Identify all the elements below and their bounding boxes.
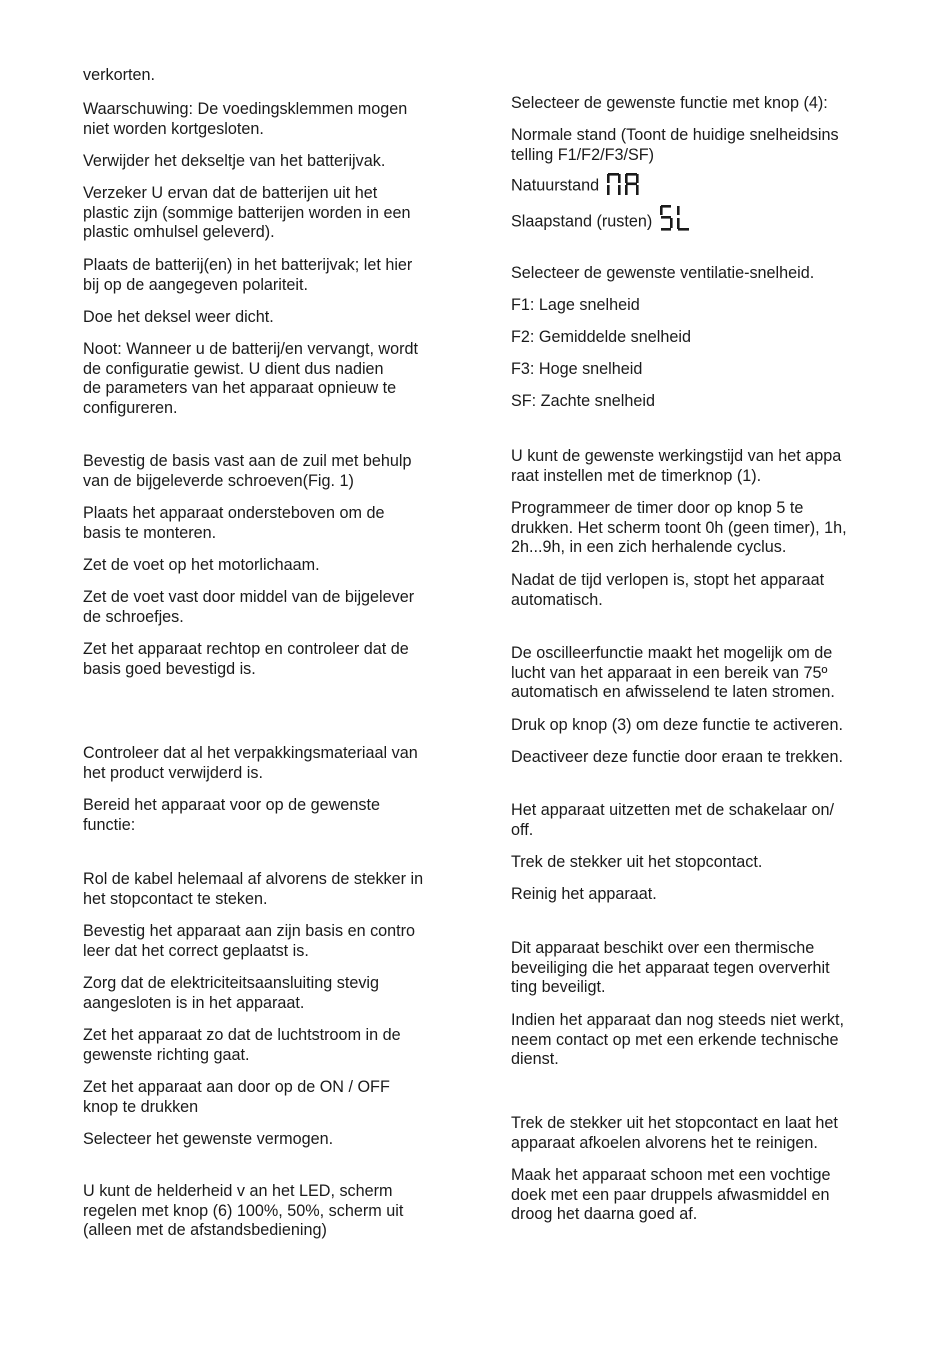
text-line: Zet het apparaat aan door op de ON / OFF [83, 1078, 390, 1096]
text-line: off. [511, 820, 534, 839]
paragraph [511, 644, 911, 703]
paragraph [83, 1026, 483, 1065]
text-line: bij op de aangegeven polariteit. [83, 275, 308, 294]
text-line: Indien het apparaat dan nog steeds niet werkt, [511, 1011, 844, 1029]
text-line: apparaat afkoelen alvorens het te reinigen. [511, 1133, 818, 1152]
text-line: de configuratie gewist. U dient dus nadien [83, 359, 384, 378]
text-line: de parameters van het apparaat opnieuw te [83, 379, 397, 397]
text-line: Druk op knop (3) om deze functie te activeren. [511, 716, 844, 734]
text-line: Bevestig de basis vast aan de zuil met behulp [83, 452, 412, 470]
text-line: Plaats de batterij(en) in het batterijvak; let hier [83, 256, 413, 274]
paragraph [511, 392, 911, 412]
text-line: Bereid het apparaat voor op de gewenste [83, 796, 380, 814]
text-line: het stopcontact te steken. [83, 889, 268, 908]
paragraph [83, 184, 483, 243]
paragraph [83, 588, 483, 627]
paragraph [511, 172, 911, 196]
paragraph [511, 204, 911, 232]
text-line: niet worden kortgesloten. [83, 119, 264, 138]
text-line: telling F1/F2/F3/SF) [511, 145, 655, 164]
text-line: Zet het apparaat zo dat de luchtstroom in de [83, 1026, 401, 1044]
text-line: configureren. [83, 398, 178, 417]
text-line: de schroefjes. [83, 607, 184, 626]
paragraph [83, 922, 483, 961]
paragraph [83, 340, 483, 418]
text-line: Doe het deksel weer dicht. [83, 308, 274, 326]
paragraph [83, 1078, 483, 1117]
paragraph [83, 66, 483, 86]
text-line: Waarschuwing: De voedingsklemmen mogen [83, 100, 408, 118]
paragraph [511, 801, 911, 840]
paragraph [83, 744, 483, 783]
text-line: lucht van het apparaat in een bereik van 75º [511, 663, 828, 682]
paragraph [83, 100, 483, 139]
text-line: Normale stand (Toont de huidige snelheidsins [511, 126, 839, 144]
text-line: Reinig het apparaat. [511, 885, 657, 903]
text-line: Programmeer de timer door op knop 5 te [511, 499, 804, 517]
text-line: Zet het apparaat rechtop en controleer dat de [83, 640, 409, 658]
text-line: functie: [83, 815, 136, 834]
paragraph [511, 264, 911, 284]
text-line: Selecteer de gewenste functie met knop (4): [511, 94, 828, 112]
paragraph [511, 885, 911, 905]
text-line: drukken. Het scherm toont 0h (geen timer), 1h, [511, 518, 847, 537]
paragraph [83, 974, 483, 1013]
text-line: Trek de stekker uit het stopcontact en laat het [511, 1114, 838, 1132]
text-line: droog het daarna goed af. [511, 1205, 698, 1223]
segment-display-nA-icon [606, 172, 640, 196]
paragraph [511, 94, 911, 114]
paragraph [511, 716, 911, 736]
text-line: aangesloten is in het apparaat. [83, 993, 305, 1012]
paragraph [511, 1114, 911, 1153]
paragraph [511, 1011, 911, 1070]
text-line: beveiliging die het apparaat tegen oververhit [511, 958, 830, 977]
text-line: Bevestig het apparaat aan zijn basis en contro [83, 922, 416, 940]
paragraph [83, 1130, 483, 1150]
text-line: doek met een paar druppels afwasmiddel en [511, 1185, 830, 1204]
paragraph [83, 308, 483, 328]
text-line: U kunt de gewenste werkingstijd van het appa [511, 447, 842, 465]
text-line: het product verwijderd is. [83, 763, 263, 782]
text-line: knop te drukken [83, 1097, 199, 1116]
text-line: Natuurstand [511, 172, 911, 196]
text-line: neem contact op met een erkende technische [511, 1030, 839, 1049]
paragraph [83, 504, 483, 543]
paragraph [511, 126, 911, 165]
text-line: Trek de stekker uit het stopcontact. [511, 853, 763, 871]
text-line: F2: Gemiddelde snelheid [511, 328, 691, 346]
segment-display-SL-icon [659, 204, 693, 232]
paragraph [83, 796, 483, 835]
paragraph [83, 640, 483, 679]
text-line: gewenste richting gaat. [83, 1045, 250, 1064]
text-line: raat instellen met de timerknop (1). [511, 466, 762, 485]
text-line: Zet de voet op het motorlichaam. [83, 556, 320, 574]
text-line: Plaats het apparaat ondersteboven om de [83, 504, 385, 522]
text-line: ting beveiligt. [511, 978, 606, 996]
paragraph [511, 748, 911, 768]
text-line: Verzeker U ervan dat de batterijen uit het [83, 184, 378, 202]
text-line: automatisch. [511, 590, 603, 609]
text-line: De oscilleerfunctie maakt het mogelijk om de [511, 644, 833, 662]
text-line: Selecteer het gewenste vermogen. [83, 1130, 334, 1148]
text-line: Rol de kabel helemaal af alvorens de stekker in [83, 870, 424, 888]
paragraph [511, 939, 911, 998]
text-line: basis te monteren. [83, 523, 217, 542]
paragraph [511, 853, 911, 873]
text-line: Zet de voet vast door middel van de bijgelever [83, 588, 415, 606]
text-line: F3: Hoge snelheid [511, 360, 643, 378]
paragraph [511, 328, 911, 348]
paragraph [83, 1182, 483, 1241]
text-line: (alleen met de afstandsbediening) [83, 1221, 327, 1239]
paragraph [83, 870, 483, 909]
text-line: plastic omhulsel geleverd). [83, 223, 275, 241]
paragraph [511, 296, 911, 316]
paragraph [511, 360, 911, 380]
text-line: automatisch en afwisselend te laten stromen. [511, 683, 835, 701]
paragraph [511, 1166, 911, 1225]
text-line: Controleer dat al het verpakkingsmateriaal van [83, 744, 418, 762]
text-line: F1: Lage snelheid [511, 296, 640, 314]
text-line: basis goed bevestigd is. [83, 659, 256, 678]
paragraph [511, 499, 911, 558]
text-line: Het apparaat uitzetten met de schakelaar on/ [511, 801, 835, 819]
text-line: Noot: Wanneer u de batterij/en vervangt, wordt [83, 340, 419, 358]
text-line: Slaapstand (rusten) [511, 204, 911, 232]
text-line: verkorten. [83, 66, 155, 84]
paragraph [511, 571, 911, 610]
text-line: 2h...9h, in een zich herhalende cyclus. [511, 538, 787, 556]
text-line: regelen met knop (6) 100%, 50%, scherm uit [83, 1201, 404, 1220]
text-line: SF: Zachte snelheid [511, 392, 655, 410]
text-line: leer dat het correct geplaatst is. [83, 941, 309, 960]
text-line: Verwijder het dekseltje van het batterijvak. [83, 152, 386, 170]
text-line: Selecteer de gewenste ventilatie-snelheid. [511, 264, 815, 282]
text-line: Zorg dat de elektriciteitsaansluiting stevig [83, 974, 380, 992]
paragraph [511, 447, 911, 486]
text-line: plastic zijn (sommige batterijen worden in een [83, 203, 411, 222]
text-line: Nadat de tijd verlopen is, stopt het apparaat [511, 571, 825, 589]
paragraph [83, 556, 483, 576]
text-line: van de bijgeleverde schroeven(Fig. 1) [83, 471, 354, 490]
text-line: dienst. [511, 1050, 559, 1068]
paragraph [83, 452, 483, 491]
text-line: Deactiveer deze functie door eraan te trekken. [511, 748, 844, 766]
text-line: Maak het apparaat schoon met een vochtige [511, 1166, 831, 1184]
paragraph [83, 152, 483, 172]
paragraph [83, 256, 483, 295]
text-line: Dit apparaat beschikt over een thermische [511, 939, 815, 957]
text-line: U kunt de helderheid v an het LED, scherm [83, 1182, 393, 1200]
